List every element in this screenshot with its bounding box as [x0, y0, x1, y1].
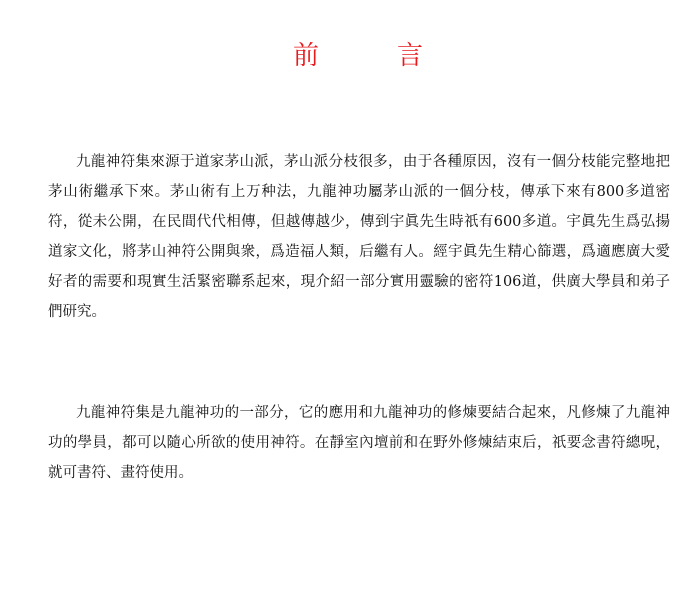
paragraph-1: 九龍神符集來源于道家茅山派，茅山派分枝很多，由于各種原因，沒有一個分枝能完整地把茅山術繼承下來。茅山術有上万种法，九龍神功屬茅山派的一個分枝，傳承下來有800多道密符，從未公開，在民間代代相傳，但越傳越少，傳到宇眞先生時祇有600多道。宇眞先生爲弘揚道家文化，將茅山神符公開與衆，爲造福人類，后繼有人。經宇眞先生精心篩選，爲適應廣大愛好者的需要和現實生活緊密聯系起來，現介紹一部分實用靈驗的密符106道，供廣大學員和弟子們研究。 — [48, 154, 670, 320]
page-title: 前 言 — [292, 41, 449, 71]
paragraph-2: 九龍神符集是九龍神功的一部分，它的應用和九龍神功的修煉要結合起來，凡修煉了九龍神功的學員，都可以隨心所欲的使用神符。在靜室內壇前和在野外修煉結束后，祇要念書符總呪，就可書符、畫符使用。 — [48, 405, 670, 481]
